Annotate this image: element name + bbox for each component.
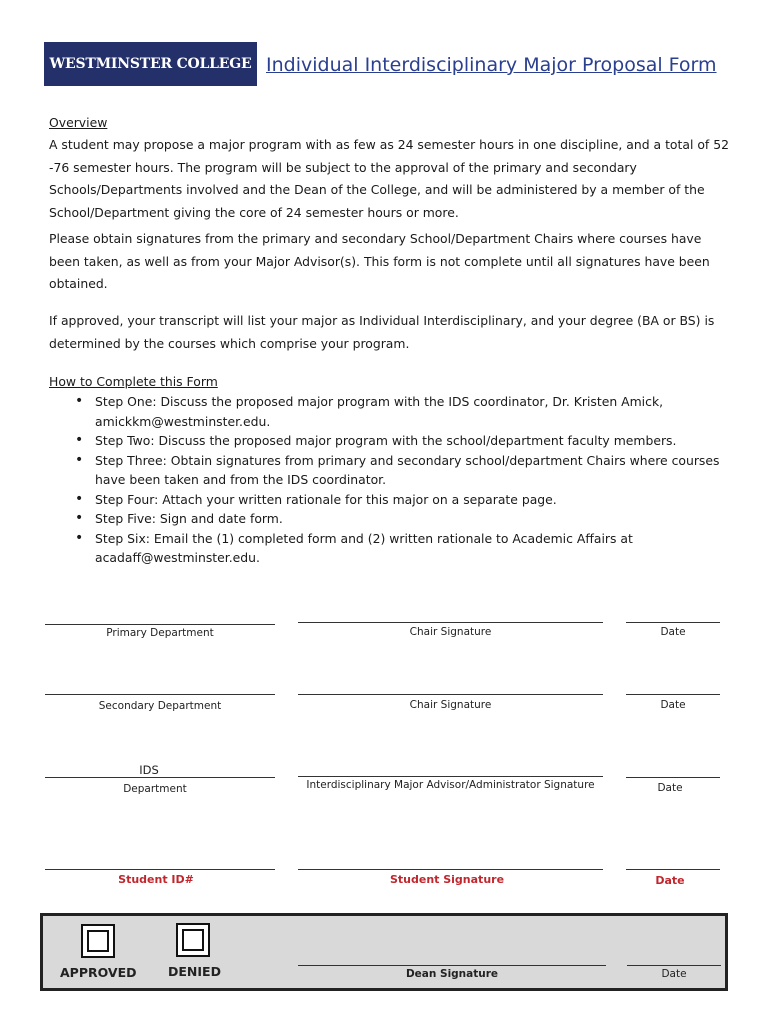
approved-checkbox[interactable] xyxy=(81,924,115,958)
step-text: Step Two: Discuss the proposed major program with the school/department faculty members. xyxy=(95,433,677,448)
text-line: School/Department giving the core of 24 semester hours or more. xyxy=(49,204,459,220)
bullet-icon: • xyxy=(75,393,84,409)
how-to-heading: How to Complete this Form xyxy=(49,374,218,389)
primary-chair-signature-label: Chair Signature xyxy=(409,626,492,638)
bullet-icon: • xyxy=(75,529,84,546)
text-line: A student may propose a major program with as few as 24 semester hours in one discipline, and a total of 52 xyxy=(49,137,729,152)
list-item xyxy=(49,392,729,431)
step-text-cont: amickkm@westminster.edu. xyxy=(95,413,271,429)
list-item xyxy=(49,529,729,568)
primary-chair-signature-line[interactable] xyxy=(298,622,603,623)
student-signature-line[interactable] xyxy=(298,869,603,870)
text-line: If approved, your transcript will list your major as Individual Interdisciplinary, and your degree (BA or BS) is xyxy=(49,313,715,328)
secondary-department-line[interactable] xyxy=(45,694,275,695)
list-item xyxy=(49,451,729,490)
text-line: determined by the courses which comprise your program. xyxy=(49,335,410,351)
primary-department-line[interactable] xyxy=(45,624,275,625)
steps-list xyxy=(49,392,729,568)
text-line: obtained. xyxy=(49,276,108,291)
dean-signature-line[interactable] xyxy=(298,965,606,966)
step-text-cont: have been taken and from the IDS coordinator. xyxy=(95,472,387,487)
step-text: Step Six: Email the (1) completed form and (2) written rationale to Academic Affairs at xyxy=(95,530,633,546)
step-text: Step Four: Attach your written rationale for this major on a separate page. xyxy=(95,491,557,507)
ids-date-label: Date xyxy=(657,782,683,794)
denied-label: DENIED xyxy=(168,964,221,979)
secondary-department-label: Secondary Department xyxy=(98,700,222,712)
secondary-date-line[interactable] xyxy=(626,694,720,695)
bullet-icon: • xyxy=(75,451,84,468)
ids-advisor-signature-line[interactable] xyxy=(298,776,603,777)
step-text: Step Three: Obtain signatures from primary and secondary school/department Chairs where courses xyxy=(95,452,720,468)
bullet-icon: • xyxy=(75,510,84,526)
ids-department-label: Department xyxy=(123,783,187,795)
page-title: Individual Interdisciplinary Major Proposal Form xyxy=(266,54,717,76)
college-logo: WESTMINSTER COLLEGE xyxy=(44,42,257,86)
text-line: Schools/Departments involved and the Dean of the College, and will be administered by a member of the xyxy=(49,182,705,197)
primary-date-line[interactable] xyxy=(626,622,720,623)
approved-label: APPROVED xyxy=(60,965,137,980)
student-id-label: Student ID# xyxy=(118,873,194,886)
approval-paragraph xyxy=(49,310,729,355)
student-date-label: Date xyxy=(655,874,685,887)
primary-date-label: Date xyxy=(660,626,686,638)
ids-advisor-signature-label: Interdisciplinary Major Advisor/Administrator Signature xyxy=(306,779,595,791)
text-line: -76 semester hours. The program will be subject to the approval of the primary and secondary xyxy=(49,159,637,175)
list-item xyxy=(49,431,729,451)
dean-date-line[interactable] xyxy=(627,965,721,966)
ids-prefill-text: IDS xyxy=(139,763,159,777)
step-text: Step One: Discuss the proposed major program with the IDS coordinator, Dr. Kristen Amick, xyxy=(95,394,664,409)
dean-date-label: Date xyxy=(661,968,687,980)
primary-department-label: Primary Department xyxy=(106,627,214,639)
dean-signature-label: Dean Signature xyxy=(405,968,499,980)
ids-date-line[interactable] xyxy=(626,777,720,778)
signatures-paragraph xyxy=(49,228,729,296)
list-item xyxy=(49,509,729,529)
dean-approval-box xyxy=(40,913,728,991)
bullet-icon: • xyxy=(75,490,84,507)
list-item xyxy=(49,490,729,510)
student-signature-label: Student Signature xyxy=(389,873,505,886)
overview-heading: Overview xyxy=(49,115,108,130)
text-line: Please obtain signatures from the primary and secondary School/Department Chairs where courses have xyxy=(49,231,702,246)
student-date-line[interactable] xyxy=(626,869,720,870)
secondary-chair-signature-label: Chair Signature xyxy=(409,699,492,711)
secondary-chair-signature-line[interactable] xyxy=(298,694,603,695)
step-text-cont: acadaff@westminster.edu. xyxy=(95,550,260,565)
bullet-icon: • xyxy=(75,432,84,448)
denied-checkbox[interactable] xyxy=(176,923,210,957)
step-text: Step Five: Sign and date form. xyxy=(95,511,283,526)
ids-department-line[interactable] xyxy=(45,777,275,778)
secondary-date-label: Date xyxy=(660,699,686,711)
text-line: been taken, as well as from your Major Advisor(s). This form is not complete until all signatures have been xyxy=(49,253,710,269)
overview-paragraph xyxy=(49,134,729,224)
student-id-line[interactable] xyxy=(45,869,275,870)
